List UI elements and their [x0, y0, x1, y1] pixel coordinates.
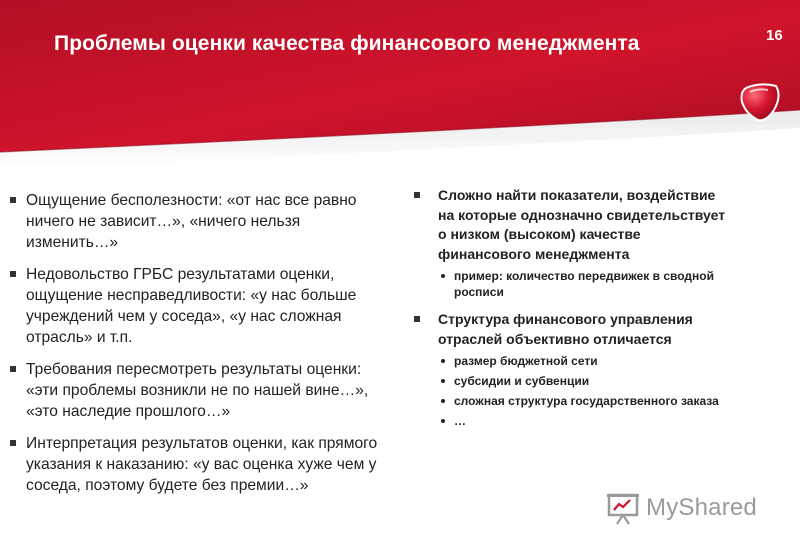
sub-item-line: пример: количество передвижек в сводной	[454, 269, 714, 283]
dot-bullet-icon	[441, 274, 445, 278]
list-item-line: отраслей объективно отличается	[438, 330, 672, 347]
list-item-line: о низком (высоком) качестве	[438, 226, 641, 242]
list-item-text: Интерпретация результатов оценки, как прямого указания к наказанию: «у вас оценка хуже чем у соседа, поэтому будете без премии…»	[26, 435, 378, 494]
list-item-line: Структура финансового управления	[438, 311, 693, 327]
left-column	[10, 190, 395, 507]
list-item	[10, 433, 395, 496]
sub-item-line: …	[454, 414, 466, 428]
list-item	[10, 190, 395, 253]
slide-title: Проблемы оценки качества финансового менеджмента	[54, 32, 640, 55]
list-item	[10, 264, 395, 348]
bullet-icon	[10, 271, 16, 277]
list-item	[412, 310, 800, 349]
sub-list-item	[412, 413, 800, 429]
list-item-text: Ощущение бесполезности: «от нас все равно ничего не зависит…», «ничего нельзя изменить…»	[26, 192, 357, 251]
sub-list-item	[412, 268, 800, 300]
dot-bullet-icon	[441, 359, 445, 363]
sub-item-line: размер бюджетной сети	[454, 354, 598, 368]
red-gem-icon	[738, 82, 782, 122]
sub-item-line: субсидии и субвенции	[454, 374, 590, 388]
sub-list-item	[412, 373, 800, 389]
sub-item-line: сложная структура государственного заказа	[454, 394, 719, 408]
bullet-icon	[10, 440, 16, 446]
list-item	[412, 186, 800, 264]
dot-bullet-icon	[441, 399, 445, 403]
bullet-icon	[414, 192, 420, 198]
watermark[interactable]	[606, 488, 757, 528]
dot-bullet-icon	[441, 419, 445, 423]
bullet-icon	[414, 316, 420, 322]
list-item-line: финансового менеджмента	[438, 245, 630, 262]
right-column	[412, 186, 800, 429]
sub-item-line: росписи	[454, 285, 504, 299]
sub-list-item	[412, 393, 800, 409]
sub-list-item	[412, 353, 800, 369]
header-banner	[0, 0, 800, 175]
list-item	[10, 359, 395, 422]
watermark-text: MyShared	[646, 494, 757, 521]
bullet-icon	[10, 197, 16, 203]
presentation-board-icon	[606, 491, 640, 525]
list-item-line: Сложно найти показатели, воздействие	[438, 187, 716, 203]
list-item-text: Требования пересмотреть результаты оценки: «эти проблемы возникли не по нашей вине…», «это наследие прошлого…»	[26, 361, 369, 420]
bullet-icon	[10, 366, 16, 372]
dot-bullet-icon	[441, 379, 445, 383]
list-item-text: Недовольство ГРБС результатами оценки, ощущение несправедливости: «у нас больше учреждений чем у соседа», «у нас сложная отрасль» и т.п.	[26, 266, 357, 346]
list-item-line: на которые однозначно свидетельствует	[438, 206, 726, 223]
slide-number: 16	[766, 27, 783, 44]
